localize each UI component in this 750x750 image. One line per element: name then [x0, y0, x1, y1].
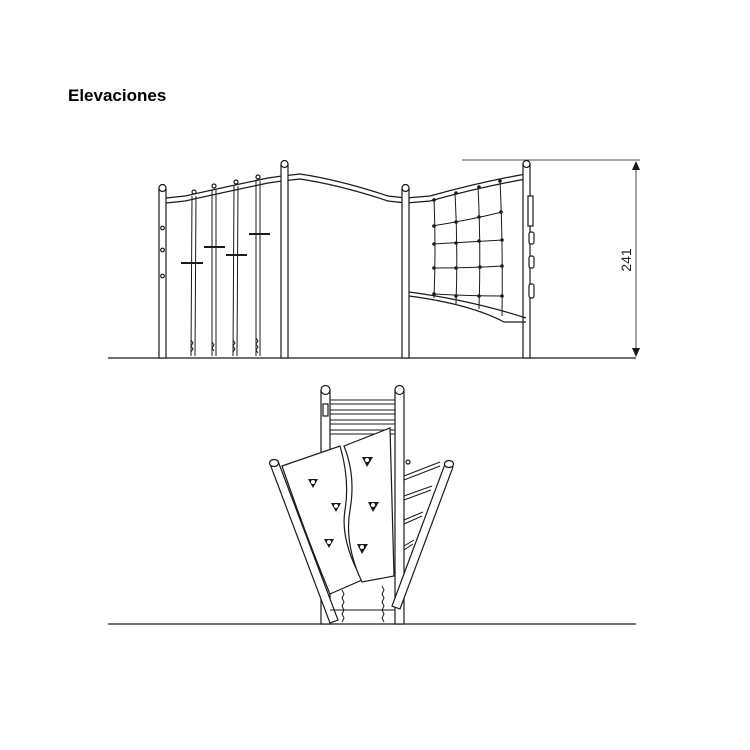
height-value: 241 — [618, 248, 634, 272]
post-1 — [159, 188, 166, 358]
top-slats — [323, 400, 395, 434]
post-2 — [281, 164, 288, 358]
page-title: Elevaciones — [68, 86, 167, 105]
bottom-elevation — [108, 386, 636, 625]
top-elevation — [108, 160, 640, 358]
post-3 — [402, 188, 409, 358]
height-dimension — [462, 160, 640, 357]
rope-swings — [181, 175, 270, 356]
top-rail — [166, 174, 526, 198]
